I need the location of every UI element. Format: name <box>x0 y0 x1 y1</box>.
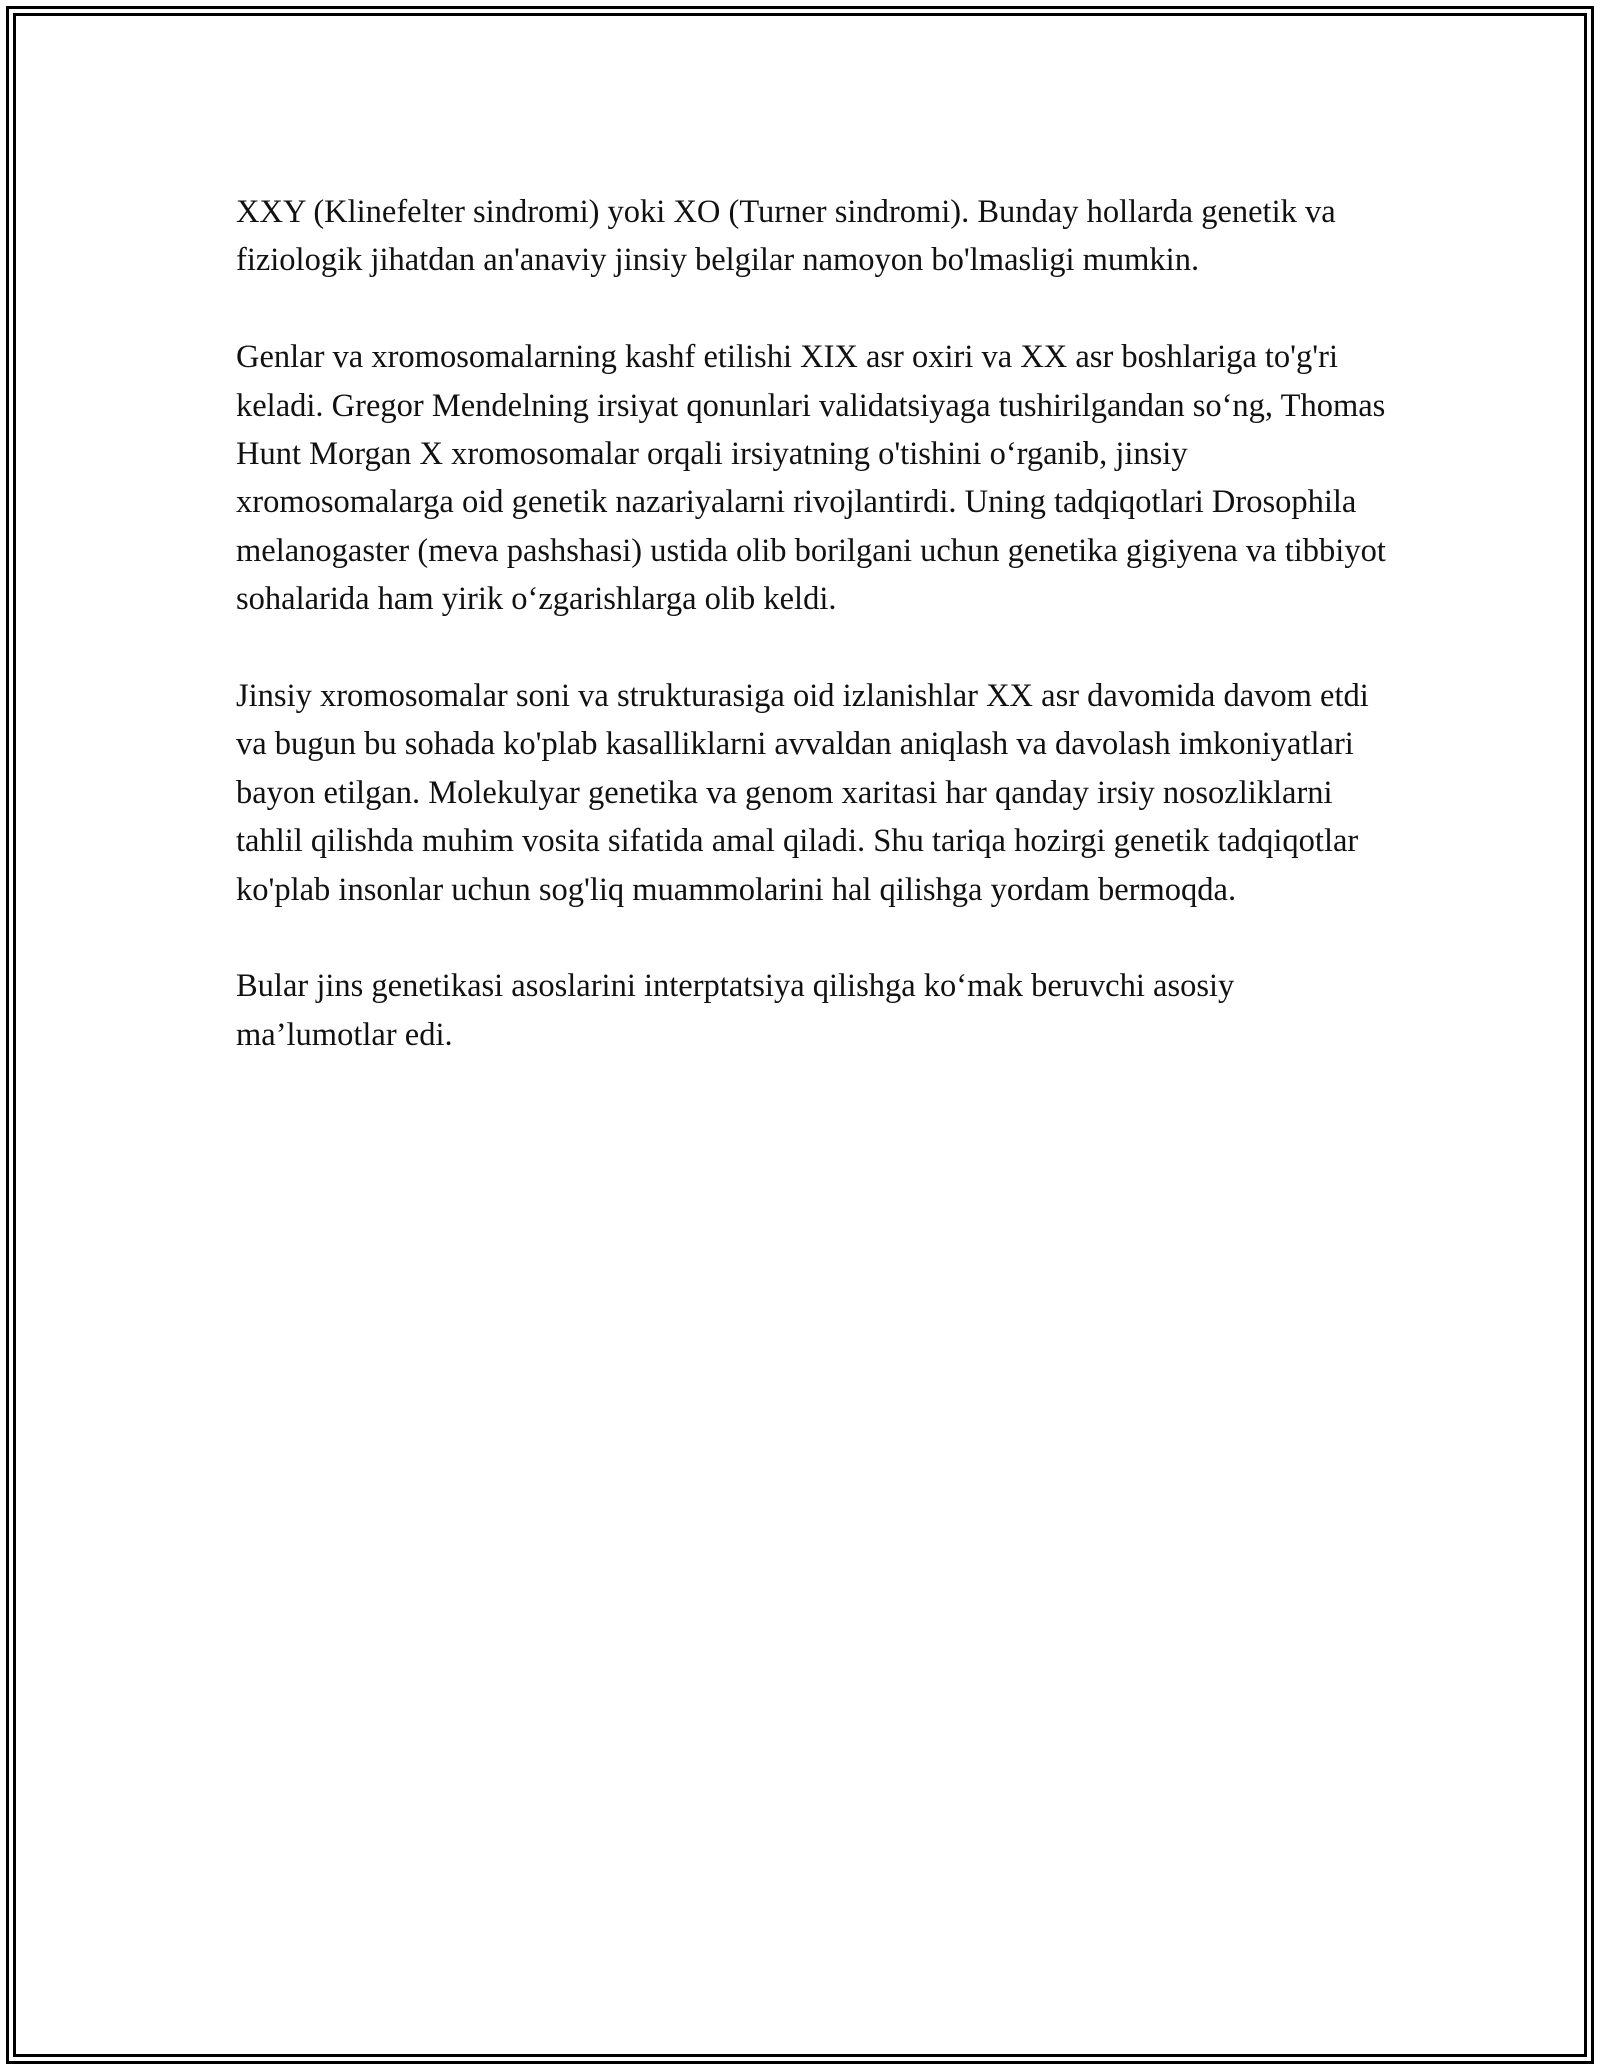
paragraph-discovery-history: Genlar va xromosomalarning kashf etilishi XIX asr oxiri va XX asr boshlariga to'g'ri keladi. Gregor Mendelning irsiyat qonunlari validatsiyaga tushirilgandan so‘ng, Thomas Hunt Morgan X xromosomalar orqali irsiyatning o'tishini o‘rganib, jinsiy xromosomalarga oid genetik nazariyalarni rivojlantirdi. Uning tadqiqotlari Drosophila melanogaster (meva pashshasi) ustida olib borilgani uchun genetika gigiyena va tibbiyot sohalarida ham yirik o‘zgarishlarga olib keldi. <box>236 339 1386 618</box>
paragraph-conclusion: Bular jins genetikasi asoslarini interptatsiya qilishga ko‘mak beruvchi asosiy ma’lumotlar edi. <box>236 968 1235 1053</box>
paragraph-modern-research: Jinsiy xromosomalar soni va strukturasiga oid izlanishlar XX asr davomida davom etdi va bugun bu sohada ko'plab kasalliklarni avvaldan aniqlash va davolash imkoniyatlari bayon etilgan. Molekulyar genetika va genom xaritasi har qanday irsiy nosozliklarni tahlil qilishda muhim vosita sifatida amal qiladi. Shu tariqa hozirgi genetik tadqiqotlar ko'plab insonlar uchun sog'liq muammolarini hal qilishga yordam bermoqda. <box>236 678 1369 908</box>
document-body <box>236 188 1386 1108</box>
paragraph-sex-chromosome-anomalies: XXY (Klinefelter sindromi) yoki XO (Turner sindromi). Bunday hollarda genetik va fiziologik jihatdan an'anaviy jinsiy belgilar namoyon bo'lmasligi mumkin. <box>236 194 1336 279</box>
